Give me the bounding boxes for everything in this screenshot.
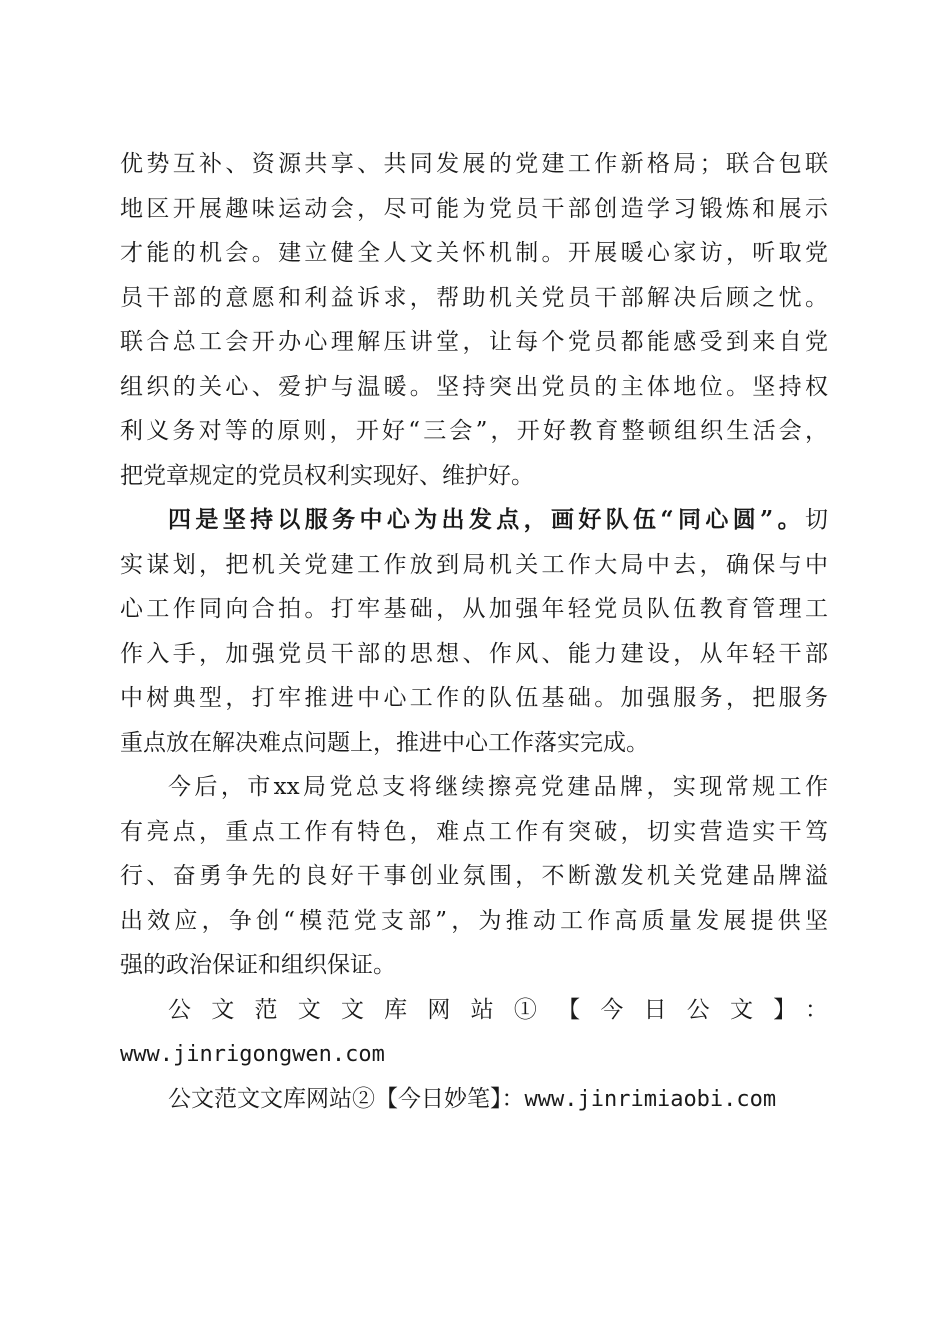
website-url-link[interactable]: www.jinrigongwen.com xyxy=(120,1042,385,1067)
text-line xyxy=(120,1032,828,1077)
text-line: 优势互补、资源共享、共同发展的党建工作新格局；联合包联 xyxy=(120,151,828,177)
text-line xyxy=(120,1077,828,1122)
text-line: 有亮点，重点工作有特色，难点工作有突破，切实营造实干笃 xyxy=(120,818,828,845)
website-reference-2 xyxy=(120,1077,828,1122)
paragraph-2 xyxy=(120,498,828,765)
text-line: 行、奋勇争先的良好干事创业氛围，不断激发机关党建品牌溢 xyxy=(120,863,828,889)
text-line: 强的政治保证和组织保证。 xyxy=(120,952,396,978)
text-line: 把党章规定的党员权利实现好、维护好。 xyxy=(120,462,534,489)
text-line: 实谋划，把机关党建工作放到局机关工作大局中去，确保与中 xyxy=(120,551,828,578)
text-line: 出效应，争创“模范党支部”，为推动工作高质量发展提供坚 xyxy=(120,907,828,934)
text-line: 员干部的意愿和利益诉求，帮助机关党员干部解决后顾之忧。 xyxy=(120,284,828,311)
paragraph-3 xyxy=(120,765,828,988)
document-body xyxy=(120,142,828,1121)
text-line: 中树典型，打牢推进中心工作的队伍基础。加强服务，把服务 xyxy=(120,685,828,711)
text-line: 组织的关心、爱护与温暖。坚持突出党员的主体地位。坚持权 xyxy=(120,373,828,400)
text-line: 重点放在解决难点问题上，推进中心工作落实完成。 xyxy=(120,729,649,756)
text-line: 联合总工会开办心理解压讲堂，让每个党员都能感受到来自党 xyxy=(120,329,828,355)
website-label: 公文范文文库网站②【今日妙笔】： xyxy=(168,1085,525,1112)
paragraph-1 xyxy=(120,142,828,498)
text-line: 利义务对等的原则，开好“三会”，开好教育整顿组织生活会， xyxy=(120,418,828,444)
text-line: 心工作同向合拍。打牢基础，从加强年轻党员队伍教育管理工 xyxy=(120,596,828,622)
text-line: 地区开展趣味运动会，尽可能为党员干部创造学习锻炼和展示 xyxy=(120,195,828,222)
website-url-link[interactable]: www.jinrimiaobi.com xyxy=(524,1086,777,1112)
website-label: 公文范文文库网站①【今日公文】： xyxy=(168,996,828,1023)
text-fragment: 切 xyxy=(805,507,828,533)
text-line: 作入手，加强党员干部的思想、作风、能力建设，从年轻干部 xyxy=(120,640,828,667)
text-line xyxy=(120,498,828,543)
website-reference-1 xyxy=(120,988,828,1077)
paragraph-lead-heading: 四是坚持以服务中心为出发点，画好队伍“同心圆”。 xyxy=(168,506,805,533)
text-line: 才能的机会。建立健全人文关怀机制。开展暖心家访，听取党 xyxy=(120,240,828,266)
text-line: 今后，市xx局党总支将继续擦亮党建品牌，实现常规工作 xyxy=(168,774,828,800)
